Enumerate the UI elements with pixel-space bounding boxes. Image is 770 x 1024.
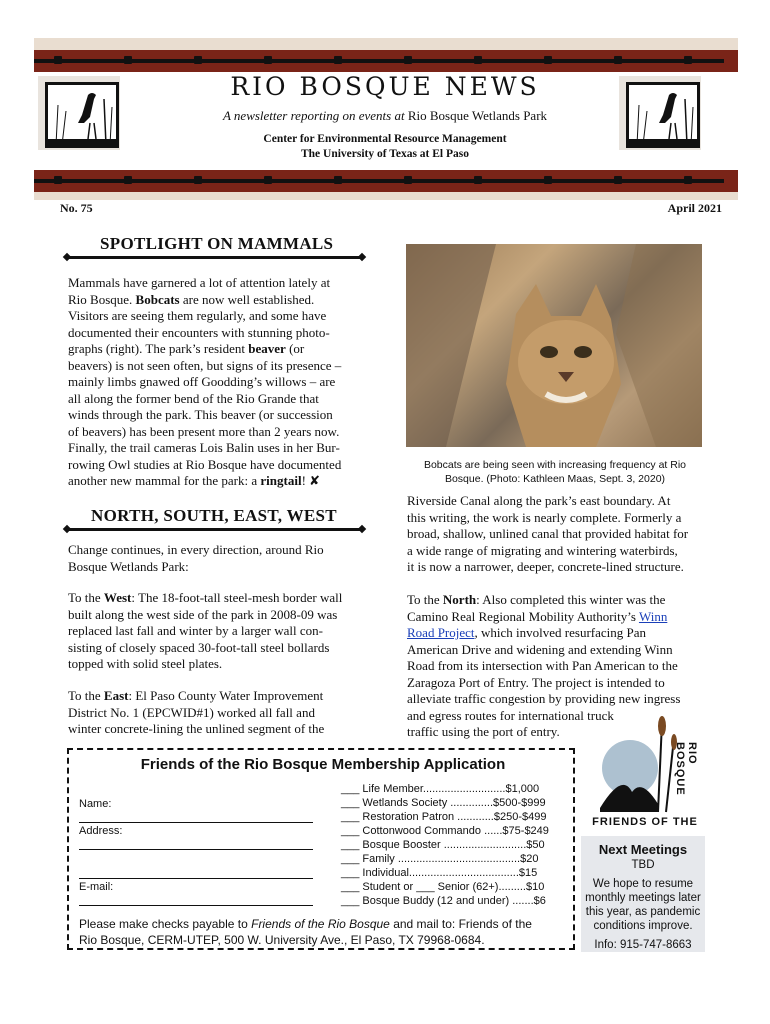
tier-restoration-patron[interactable]: ___ Restoration Patron ............$250-$499 xyxy=(341,811,547,823)
name-label: Name: xyxy=(79,798,112,810)
rule-tip xyxy=(358,525,366,533)
next-meetings-status: TBD xyxy=(631,859,655,871)
tier-life-member[interactable]: ___ Life Member...........................$1,000 xyxy=(341,783,540,795)
nsew-heading: NORTH, SOUTH, EAST, WEST xyxy=(91,506,337,525)
tier-cottonwood-commando[interactable]: ___ Cottonwood Commando ......$75-$249 xyxy=(341,825,549,837)
membership-title: Friends of the Rio Bosque Membership Application xyxy=(140,756,506,773)
tier-wetlands-society[interactable]: ___ Wetlands Society ..............$500-$999 xyxy=(341,797,546,809)
friends-logo-arc-text: RIO BOSQUE xyxy=(674,742,698,796)
ringtail-icon: ✘ xyxy=(309,474,321,489)
bobcat-photo xyxy=(406,244,702,447)
rule-tip xyxy=(358,253,366,261)
photo-caption: Bobcats are being seen with increasing frequency at Rio Bosque. (Photo: Kathleen Maas, Sept. 3, 2020) xyxy=(423,459,687,485)
friends-logo xyxy=(592,712,702,834)
next-meetings-heading: Next Meetings xyxy=(598,842,688,857)
rule-tip xyxy=(63,253,71,261)
east-paragraph: To the East: El Paso County Water Improvement District No. 1 (EPCWID#1) worked all fall and winter concrete-lining the unlined segment of the xyxy=(68,688,325,736)
friends-logo-bottom-text: FRIENDS OF THE xyxy=(592,816,698,828)
newsletter-title: RIO BOSQUE NEWS xyxy=(230,72,540,101)
spotlight-body: Mammals have garnered a lot of attention lately at Rio Bosque. Bobcats are now well established. Visitors are seeing them regularly, and some have documented their encounters with stunning photo- graphs (right). The park’s resident beaver (or beavers) is not seen often, but signs of its presence – mainly limbs gnawed off Goodding’s willows – are all along the former bend of the Rio Grande that winds through the park. This beaver (or succession of beavers) has been present more than 2 years now. Finally, the trail cameras Lois Balin uses in her Bur- rowing Owl studies at Rio Bosque have documented another new mammal for the park: a ringtail! ✘ xyxy=(68,275,342,489)
masthead-top-edge xyxy=(34,38,738,50)
newsletter-subtitle: A newsletter reporting on events at Rio Bosque Wetlands Park xyxy=(222,108,548,123)
email-field[interactable] xyxy=(79,905,313,906)
spotlight-heading: SPOTLIGHT ON MAMMALS xyxy=(100,234,334,253)
issue-number: No. 75 xyxy=(60,201,93,215)
east-paragraph-continued: Riverside Canal along the park’s east boundary. At this writing, the work is nearly complete. Formerly a broad, shallow, unlined canal that provided habitat for a wide range of migrating and wintering waterbirds, it is now a narrower, deeper, concrete-lined structure. xyxy=(407,493,689,574)
north-paragraph: To the North: Also completed this winter was the Camino Real Regional Mobility Authority’s Winn Road Project, which involved resurfacing Pan American Drive and widening and extending Winn Road from its intersection with Pan American to the Zaragoza Port of Entry. The project is intended to alleviate traffic congestion by providing new ingress and egress routes for international truck traffic using the port of entry. xyxy=(407,592,703,741)
bobcat-image xyxy=(406,244,702,447)
masthead-top-band xyxy=(34,50,738,72)
next-meetings-body: We hope to resume monthly meetings later this year, as pandemic conditions improve. xyxy=(585,878,701,932)
tier-bosque-booster[interactable]: ___ Bosque Booster ...........................$50 xyxy=(341,839,545,851)
tier-individual[interactable]: ___ Individual....................................$15 xyxy=(341,867,538,879)
nsew-intro: Change continues, in every direction, around Rio Bosque Wetlands Park: xyxy=(68,542,324,574)
masthead-bottom-band xyxy=(34,170,738,192)
spotlight-rule xyxy=(67,256,362,259)
winn-road-link[interactable]: Road Project, which involved resurfacing Pan xyxy=(407,625,646,640)
next-meetings-info: Info: 915-747-8663 xyxy=(594,939,692,951)
nsew-rule xyxy=(67,528,362,531)
tier-bosque-buddy[interactable]: ___ Bosque Buddy (12 and under) .......$6 xyxy=(341,895,546,907)
address-field-2[interactable] xyxy=(79,878,313,879)
tier-student-senior[interactable]: ___ Student or ___ Senior (62+).........$10 xyxy=(341,881,545,893)
masthead-bottom-edge xyxy=(34,192,738,200)
tier-family[interactable]: ___ Family ........................................$20 xyxy=(341,853,539,865)
email-label: E-mail: xyxy=(79,881,114,893)
next-meetings-box xyxy=(581,836,705,952)
issue-date: April 2021 xyxy=(667,201,722,215)
membership-footer: Please make checks payable to Friends of the Rio Bosque and mail to: Friends of the Rio Bosque, CERM-UTEP, 500 W. University Ave., El Paso, TX 79968-0684. xyxy=(79,917,532,947)
membership-application xyxy=(67,748,575,950)
winn-road-link-start[interactable]: Winn xyxy=(638,608,668,624)
address-label: Address: xyxy=(79,825,123,837)
address-field-1[interactable] xyxy=(79,849,313,850)
west-paragraph: To the West: The 18-foot-tall steel-mesh border wall built along the west side of the park in 2008-09 was replaced last fall and winter by a larger wall con- sisting of closely spaced 30-foot-tall steel bollards topped with solid steel plates. xyxy=(68,590,343,671)
org-line-2: The University of Texas at El Paso xyxy=(300,148,470,160)
org-line-1: Center for Environmental Resource Management xyxy=(263,133,507,145)
rule-tip xyxy=(63,525,71,533)
name-field[interactable] xyxy=(79,822,313,823)
